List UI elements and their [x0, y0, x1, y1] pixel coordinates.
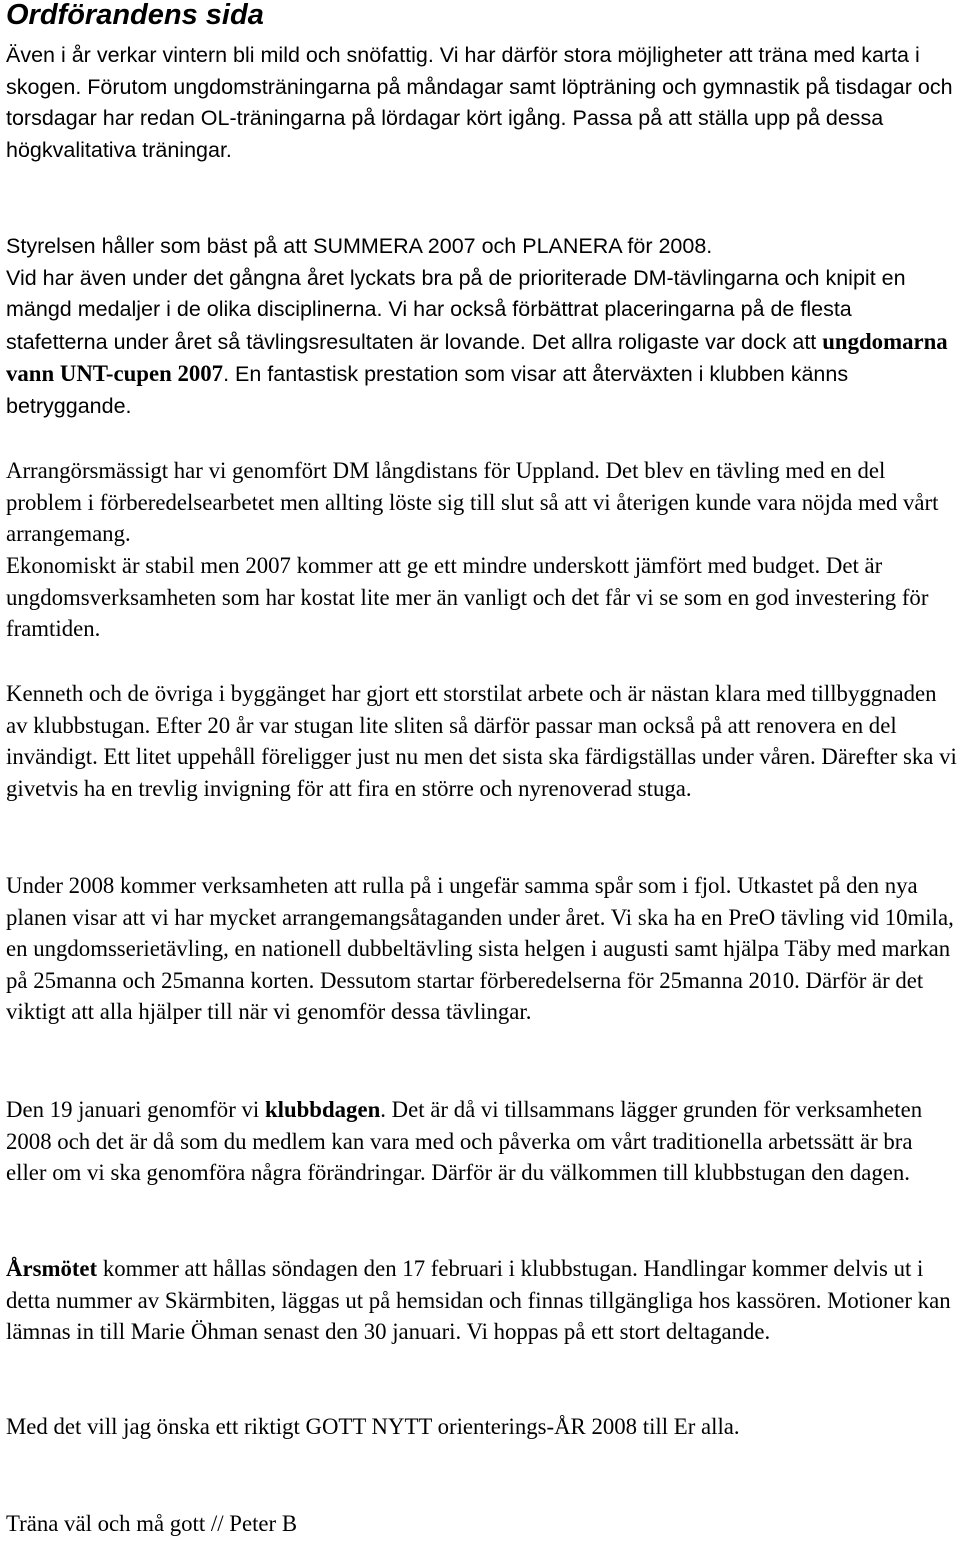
paragraph-arrangements: Arrangörsmässigt har vi genomfört DM långdistans för Uppland. Det blev en tävling med en del problem i förberedelsearbetet men allting löste sig till slut så att vi återigen kunde vara nöjda med vårt arrangemang.: [6, 458, 939, 546]
paragraph-board-summary-body: Vid har även under det gångna året lyckats bra på de prioriterade DM-tävlingarna och knipit en mängd medaljer i de olika disciplinerna. Vi har också förbättrat placeringarna på de flesta stafetterna under året så tävlingsresultaten är lovande. Det allra roligaste var dock att: [6, 265, 906, 354]
highlight-unt-cup: ungdomarna vann UNT-cupen 2007: [6, 328, 948, 386]
paragraph-club-day-body: . Det är då vi tillsammans lägger grunden för verksamheten 2008 och det är då som du medlem kan vara med och påverka om vårt traditionella arbetssätt är bra eller om vi ska genomföra några förändringar. Därför är du välkommen till klubbstugan den dagen.: [6, 1097, 923, 1185]
paragraph-plans-2008: Under 2008 kommer verksamheten att rulla på i ungefär samma spår som i fjol. Utkastet på den nya planen visar att vi har mycket arrangemangsåtaganden under året. Vi ska ha en PreO tävling vid 10mila, en ungdomsserietävling, en nationell dubbeltävling sista helgen i augusti samt hjälpa Täby med markan på 25manna och 25manna korten. Dessutom startar förberedelserna för 25manna 2010. Därför är det viktigt att alla hjälper till när vi genomför dessa tävlingar.: [6, 873, 954, 1024]
paragraph-club-day-lead: Den 19 januari genomför vi: [6, 1097, 265, 1122]
page-title: Ordförandens sida: [6, 0, 264, 31]
paragraph-winter-training: Även i år verkar vintern bli mild och snöfattig. Vi har därför stora möjligheter att träna med karta i skogen. Förutom ungdomsträningarna på måndagar samt löpträning och gymnastik på tisdagar och torsdagar har redan OL-träningarna på lördagar kört igång. Passa på att ställa upp på dessa högkvalitativa träningar.: [6, 43, 953, 162]
paragraph-board-summary: [6, 231, 958, 422]
paragraph-clubhouse: Kenneth och de övriga i byggänget har gjort ett storstilat arbete och är nästan klara med tillbyggnaden av klubbstugan. Efter 20 år var stugan lite sliten så därför passar man också på att renovera en del invändigt. Ett litet uppehåll föreligger just nu men det sista ska färdigställas under våren. Därefter ska vi givetvis ha en trevlig invigning för att fira en större och nyrenoverad stuga.: [6, 681, 957, 801]
signature: Träna väl och må gott // Peter B: [6, 1511, 298, 1536]
paragraph-board-summary-end: . En fantastisk prestation som visar att återväxten i klubben känns betryggande.: [6, 362, 849, 418]
paragraph-economy: Ekonomiskt är stabil men 2007 kommer att ge ett mindre underskott jämfört med budget. Det är ungdomsverksamheten som har kostat lite mer än vanligt och det får vi se som en god investering för framtiden.: [6, 553, 929, 641]
paragraph-new-year-wish: Med det vill jag önska ett riktigt GOTT NYTT orienterings-ÅR 2008 till Er alla.: [6, 1414, 740, 1439]
paragraph-annual-meeting: [6, 1253, 958, 1348]
highlight-annual-meeting: Årsmötet: [6, 1256, 98, 1281]
paragraph-annual-meeting-body: kommer att hållas söndagen den 17 februari i klubbstugan. Handlingar kommer delvis ut i detta nummer av Skärmbiten, läggas ut på hemsidan och finnas tillgängliga hos kassören. Motioner kan lämnas in till Marie Öhman senast den 30 januari. Vi hoppas på ett stort deltagande.: [6, 1256, 951, 1344]
paragraph-club-day: [6, 1094, 958, 1189]
highlight-club-day: klubbdagen: [264, 1097, 381, 1122]
paragraph-board-summary-lead: Styrelsen håller som bäst på att SUMMERA 2007 och PLANERA för 2008.: [6, 234, 713, 258]
